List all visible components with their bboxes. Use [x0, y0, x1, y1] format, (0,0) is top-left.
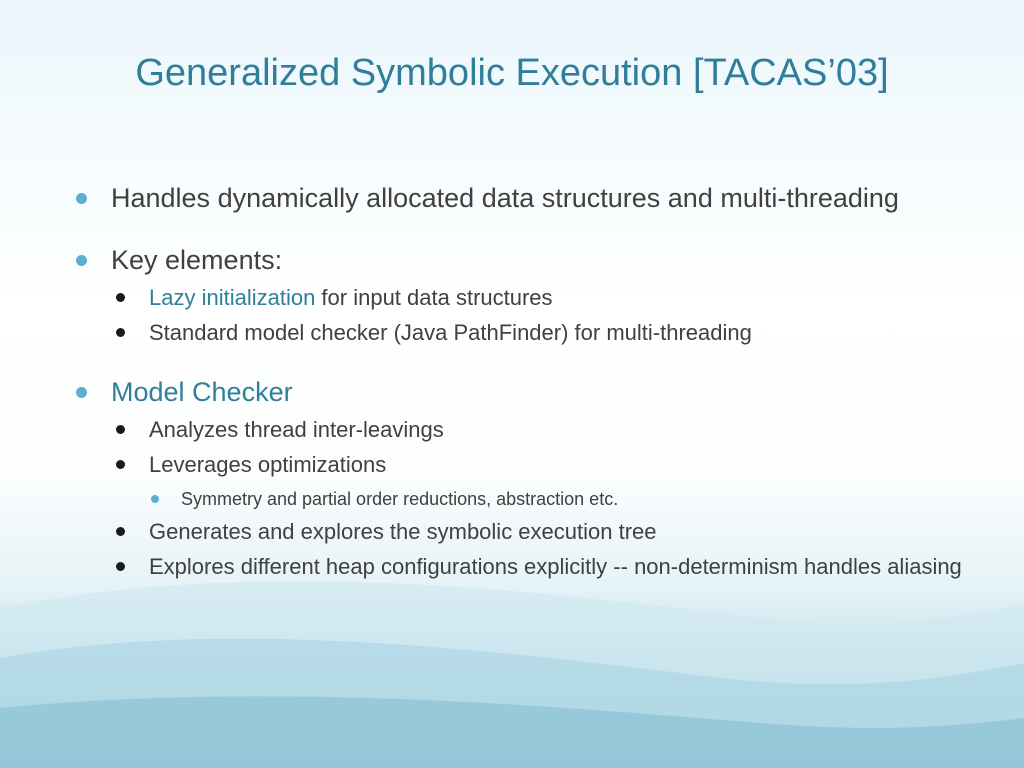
bullet-text: Handles dynamically allocated data structures and multi-threading	[111, 183, 899, 213]
bullet-item	[72, 244, 972, 276]
bullet-dot-icon	[116, 425, 125, 434]
sub-bullet-item	[72, 319, 972, 346]
bullet-dot-icon	[116, 293, 125, 302]
highlight-text: Lazy initialization	[149, 285, 316, 310]
bullet-dot-icon	[76, 193, 87, 204]
slide-title: Generalized Symbolic Execution [TACAS’03]	[135, 52, 889, 94]
sub-bullet-item	[72, 284, 972, 311]
bullet-dot-icon	[116, 328, 125, 337]
bullet-list	[72, 182, 972, 580]
bullet-text: Leverages optimizations	[149, 452, 387, 477]
sub-bullet-item	[72, 451, 972, 478]
bullet-dot-icon	[76, 387, 87, 398]
sub-bullet-item	[72, 416, 972, 443]
bullet-dot-icon	[116, 562, 125, 571]
bullet-text: Symmetry and partial order reductions, abstraction etc.	[181, 489, 619, 509]
bullet-text: Generates and explores the symbolic execution tree	[149, 519, 657, 544]
bullet-item	[72, 376, 972, 408]
bullet-dot-icon	[116, 527, 125, 536]
bullet-dot-icon	[151, 495, 159, 503]
bullet-item	[72, 182, 972, 214]
bullet-text: Key elements:	[111, 245, 283, 275]
bullet-text: Model Checker	[111, 377, 293, 407]
bullet-dot-icon	[116, 460, 125, 469]
sub-sub-bullet-item	[72, 488, 972, 510]
sub-bullet-item	[72, 553, 972, 580]
bullet-dot-icon	[76, 255, 87, 266]
sub-bullet-item	[72, 518, 972, 545]
bullet-text: Standard model checker (Java PathFinder) for multi-threading	[149, 320, 752, 345]
bullet-text: Explores different heap configurations explicitly -- non-determinism handles aliasing	[149, 554, 962, 579]
bullet-text: for input data structures	[315, 285, 553, 310]
bullet-text: Analyzes thread inter-leavings	[149, 417, 444, 442]
